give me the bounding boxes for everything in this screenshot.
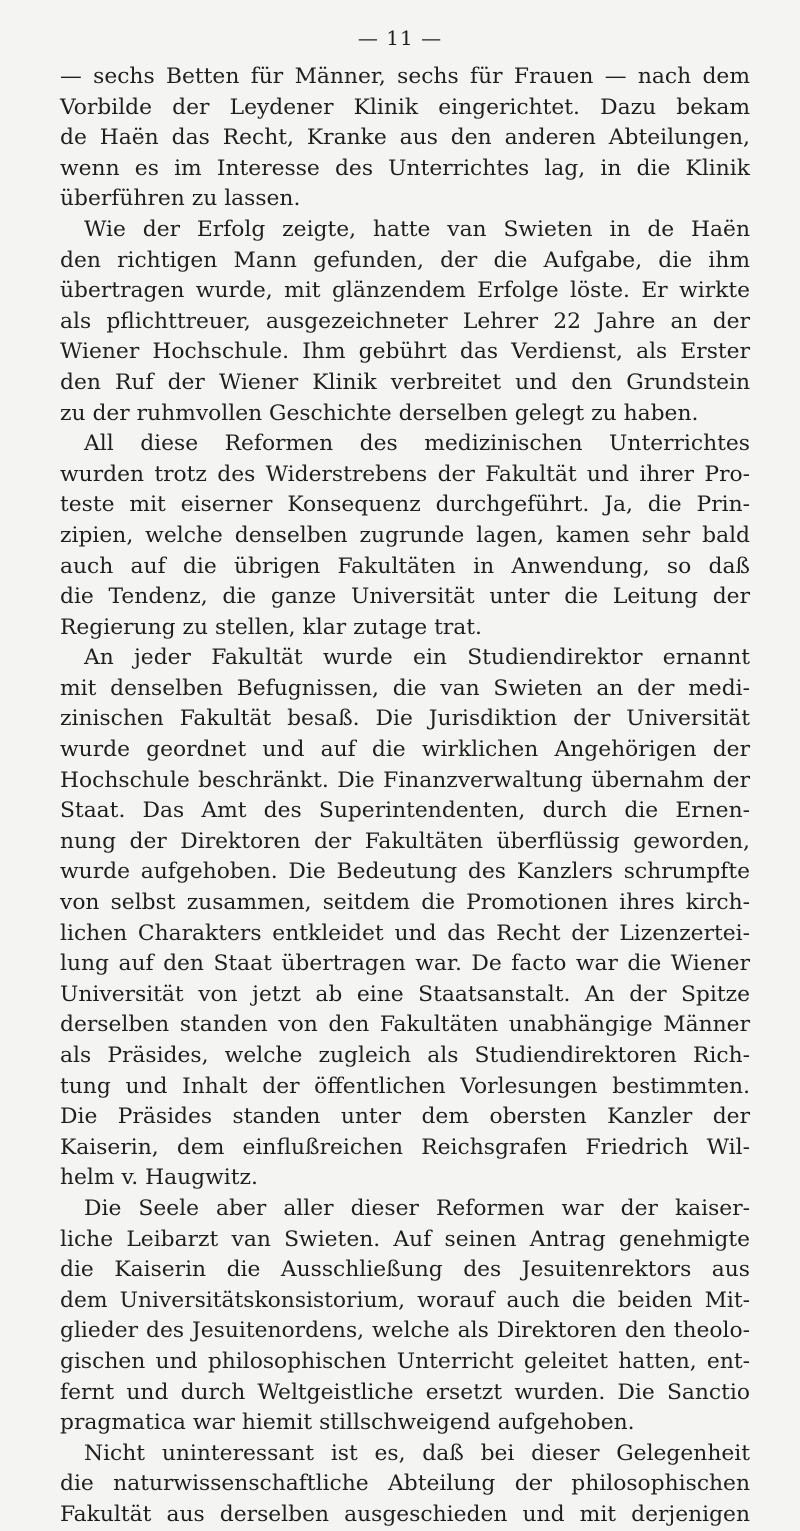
page-number: — 11 — <box>357 26 443 50</box>
text-line: die Tendenz, die ganze Universität unter die Leitung der <box>60 584 750 610</box>
text-line: teste mit eiserner Konsequenz durchgeführt. Ja, die Prin- <box>60 492 750 518</box>
text-line: Universität von jetzt ab eine Staatsanstalt. An der Spitze <box>60 981 750 1007</box>
text-line: gischen und philosophischen Unterricht geleitet hatten, ent- <box>60 1348 750 1374</box>
text-line: Staat. Das Amt des Superintendenten, durch die Ernen- <box>60 798 750 824</box>
text-line: überführen zu lassen. <box>60 186 301 212</box>
text-line: die Kaiserin die Ausschließung des Jesuitenrektors aus <box>60 1257 750 1283</box>
paragraph <box>60 215 750 429</box>
text-line: Hochschule beschränkt. Die Finanzverwaltung übernahm der <box>60 767 750 793</box>
text-line: — sechs Betten für Männer, sechs für Frauen — nach dem <box>60 64 750 89</box>
text-line: wurde aufgehoben. Die Bedeutung des Kanzlers schrumpfte <box>60 859 750 885</box>
text-line: Nicht uninteressant ist es, daß bei dieser Gelegenheit <box>84 1440 750 1466</box>
paragraph <box>60 1194 750 1439</box>
text-line: pragmatica war hiemit stillschweigend aufgehoben. <box>60 1410 635 1436</box>
text-line: derselben standen von den Fakultäten unabhängige Männer <box>60 1012 750 1038</box>
paragraph <box>60 643 750 1194</box>
text-line: lung auf den Staat übertragen war. De facto war die Wiener <box>60 951 750 977</box>
text-line: als Präsides, welche zugleich als Studiendirektoren Rich- <box>60 1043 750 1068</box>
text-line: übertragen wurde, mit glänzendem Erfolge löste. Er wirkte <box>60 278 750 304</box>
text-line: die naturwissenschaftliche Abteilung der philosophischen <box>60 1471 750 1497</box>
text-line: mit denselben Befugnissen, die van Swieten an der medi- <box>60 675 750 701</box>
text-line: den richtigen Mann gefunden, der die Aufgabe, die ihm <box>60 247 750 273</box>
text-line: Wiener Hochschule. Ihm gebührt das Verdienst, als Erster <box>60 339 750 365</box>
text-line: lichen Charakters entkleidet und das Recht der Lizenzertei- <box>60 920 750 946</box>
text-line: fernt und durch Weltgeistliche ersetzt wurden. Die Sanctio <box>60 1379 750 1405</box>
text-line: Regierung zu stellen, klar zutage trat. <box>60 614 482 640</box>
text-line: auch auf die übrigen Fakultäten in Anwendung, so daß <box>60 553 750 579</box>
text-line: zinischen Fakultät besaß. Die Jurisdiktion der Universität <box>60 706 750 732</box>
text-line: den Ruf der Wiener Klinik verbreitet und den Grundstein <box>60 369 750 395</box>
paragraph <box>60 62 750 215</box>
text-line: Kaiserin, dem einflußreichen Reichsgrafen Friedrich Wil- <box>60 1134 750 1160</box>
text-line: als pflichttreuer, ausgezeichneter Lehrer 22 Jahre an der <box>60 308 750 334</box>
paragraph <box>60 429 750 643</box>
text-line: de Haën das Recht, Kranke aus den anderen Abteilungen, <box>60 125 750 151</box>
text-line: nung der Direktoren der Fakultäten überflüssig geworden, <box>60 828 750 854</box>
body-text <box>60 62 750 1531</box>
text-line: An jeder Fakultät wurde ein Studiendirektor ernannt <box>84 645 750 671</box>
text-line: dem Universitätskonsistorium, worauf auch die beiden Mit- <box>60 1287 750 1313</box>
text-line: wenn es im Interesse des Unterrichtes lag, in die Klinik <box>60 155 750 181</box>
text-line: wurde geordnet und auf die wirklichen Angehörigen der <box>60 737 750 763</box>
text-line: tung und Inhalt der öffentlichen Vorlesungen bestimmten. <box>60 1073 750 1099</box>
text-line: Fakultät aus derselben ausgeschieden und mit derjenigen <box>60 1501 750 1527</box>
text-line: liche Leibarzt van Swieten. Auf seinen Antrag genehmigte <box>60 1226 750 1252</box>
text-line: Vorbilde der Leydener Klinik eingerichtet. Dazu bekam <box>60 94 750 120</box>
text-line: zipien, welche denselben zugrunde lagen, kamen sehr bald <box>60 522 750 548</box>
text-line: All diese Reformen des medizinischen Unterrichtes <box>84 431 750 457</box>
text-line: helm v. Haugwitz. <box>60 1165 258 1191</box>
text-line: glieder des Jesuitenordens, welche als Direktoren den theolo- <box>60 1318 750 1344</box>
text-line: zu der ruhmvollen Geschichte derselben gelegt zu haben. <box>60 400 699 426</box>
text-line: Die Seele aber aller dieser Reformen war der kaiser- <box>84 1195 750 1221</box>
text-line: Die Präsides standen unter dem obersten Kanzler der <box>60 1104 750 1130</box>
text-line: wurden trotz des Widerstrebens der Fakultät und ihrer Pro- <box>60 461 750 487</box>
text-line: Wie der Erfolg zeigte, hatte van Swieten in de Haën <box>84 216 750 242</box>
text-line: von selbst zusammen, seitdem die Promotionen ihres kirch- <box>60 890 750 916</box>
paragraph <box>60 1439 750 1531</box>
